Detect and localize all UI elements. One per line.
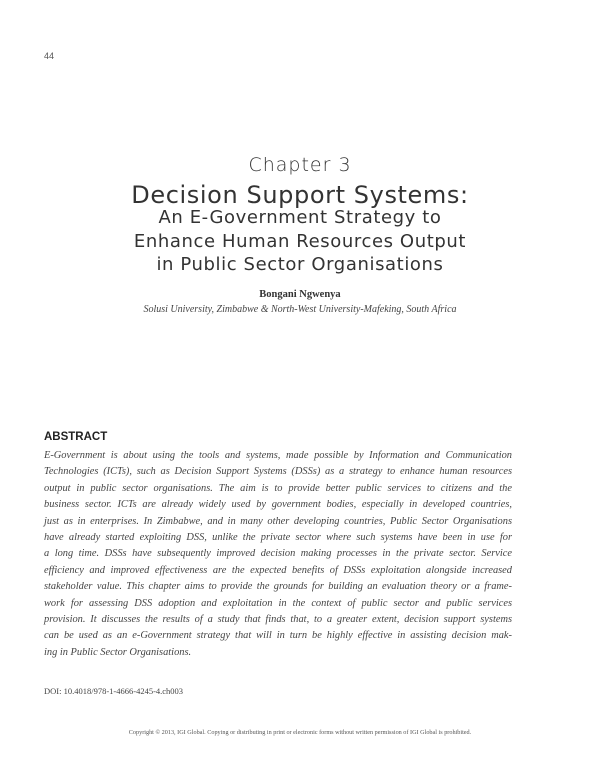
abstract-line: output in public sector organisations. The aim is to provide better public services to citizens and the (44, 482, 512, 494)
chapter-subtitle-line: in Public Sector Organisations (156, 254, 444, 275)
abstract-line: E-Government is about using the tools and systems, made possible by Information and Communication (44, 450, 512, 461)
doi: DOI: 10.4018/978-1-4666-4245-4.ch003 (44, 686, 184, 696)
chapter-subtitle-line: Enhance Human Resources Output (133, 231, 467, 252)
chapter-subtitle-line: An E-Government Strategy to (158, 207, 442, 228)
abstract-line: work for assessing DSS adoption and exploitation in the context of public sector and public services (44, 597, 512, 609)
abstract-body (44, 448, 512, 661)
abstract-line: business sector. ICTs are already widely used by government bodies, especially in developed countries, (44, 499, 512, 511)
chapter-title: Decision Support Systems: (131, 181, 469, 209)
abstract-line: just as in enterprises. In Zimbabwe, and in many other developing countries, Public Sector Organisations (44, 515, 512, 527)
copyright-notice: Copyright © 2013, IGI Global. Copying or distributing in print or electronic forms without written permission of IGI Global is prohibited. (128, 729, 472, 736)
chapter-label: Chapter 3 (248, 154, 352, 176)
abstract-heading: ABSTRACT (44, 431, 108, 443)
abstract-line: stakeholder value. This chapter aims to provide the grounds for building an evaluation theory or a frame- (44, 581, 512, 593)
page-number: 44 (44, 51, 55, 61)
author-affiliation: Solusi University, Zimbabwe & North-West University-Mafeking, South Africa (143, 304, 457, 315)
abstract-line: a long time. DSSs have subsequently improved decision making processes in the private sector. Service (44, 548, 512, 560)
abstract-line: Technologies (ICTs), such as Decision Support Systems (DSSs) as a strategy to enhance human resources (44, 466, 512, 478)
abstract-line: have already started exploiting DSS, unlike the private sector where such systems have been in use for (44, 531, 512, 543)
abstract-line: provision. It discusses the results of a study that finds that, to a greater extent, decision support systems (44, 613, 512, 625)
abstract-line: efficiency and improved effectiveness are the expected benefits of DSSs exploitation alongside increased (44, 564, 512, 576)
abstract-line: can be used as an e-Government strategy that will in turn be highly effective in assisting decision mak- (44, 630, 512, 642)
author-name: Bongani Ngwenya (259, 289, 341, 300)
abstract-line: ing in Public Sector Organisations. (44, 646, 192, 658)
